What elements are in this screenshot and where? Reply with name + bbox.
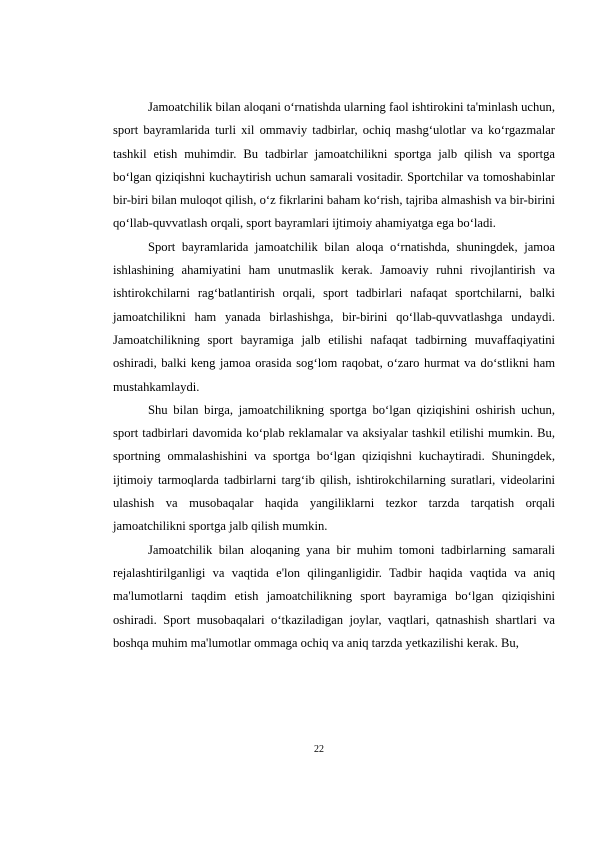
paragraph-2: Sport bayramlarida jamoatchilik bilan aloqa o‘rnatishda, shuningdek, jamoa ishlashining ahamiyatini ham unutmaslik kerak. Jamoaviy ruhni rivojlantirish va ishtirokchilarni rag‘batlantirish orqali, sport tadbirlari nafaqat sportchilarni, balki jamoatchilikni ham yanada birlashishga, bir-birini qo‘llab-quvvatlashga undaydi. Jamoatchilikning sport bayramiga jalb etilishi nafaqat tadbirning muvaffaqiyatini oshiradi, balki keng jamoa orasida sog‘lom raqobat, o‘zaro hurmat va do‘stlikni ham mustahkamlaydi. <box>113 239 555 394</box>
page-number: 22 <box>314 744 324 755</box>
paragraph-3: Shu bilan birga, jamoatchilikning sportga bo‘lgan qiziqishini oshirish uchun, sport tadbirlari davomida ko‘plab reklamalar va aksiyalar tashkil etilishi mumkin. Bu, sportning ommalashishini va sportga bo‘lgan qiziqishni kuchaytiradi. Shuningdek, ijtimoiy tarmoqlarda tadbirlarni targ‘ib qilish, ishtirokchilarning suratlari, videolarini ulashish va musobaqalar haqida yangiliklarni tezkor tarzda tarqatish orqali jamoatchilikni sportga jalb qilish mumkin. <box>113 402 555 534</box>
paragraph-4: Jamoatchilik bilan aloqaning yana bir muhim tomoni tadbirlarning samarali rejalashtirilganligi va vaqtida e'lon qilinganligidir. Tadbir haqida vaqtida va aniq ma'lumotlarni taqdim etish jamoatchilikning sport bayramiga bo‘lgan qiziqishini oshiradi. Sport musobaqalari o‘tkaziladigan joylar, vaqtlari, qatnashish shartlari va boshqa muhim ma'lumotlar ommaga ochiq va aniq tarzda yetkazilishi kerak. Bu, <box>113 542 555 650</box>
paragraph-1: Jamoatchilik bilan aloqani o‘rnatishda ularning faol ishtirokini ta'minlash uchun, sport bayramlarida turli xil ommaviy tadbirlar, ochiq mashg‘ulotlar va ko‘rgazmalar tashkil etish muhimdir. Bu tadbirlar jamoatchilikni sportga jalb qilish va sportga bo‘lgan qiziqishni kuchaytirish uchun samarali vositadir. Sportchilar va tomoshabinlar bir-biri bilan muloqot qilish, o‘z fikrlarini baham ko‘rish, tajriba almashish va bir-birini qo‘llab-quvvatlash orqali, sport bayramlari ijtimoiy ahamiyatga ega bo‘ladi. <box>113 100 555 231</box>
text-body <box>113 96 555 655</box>
